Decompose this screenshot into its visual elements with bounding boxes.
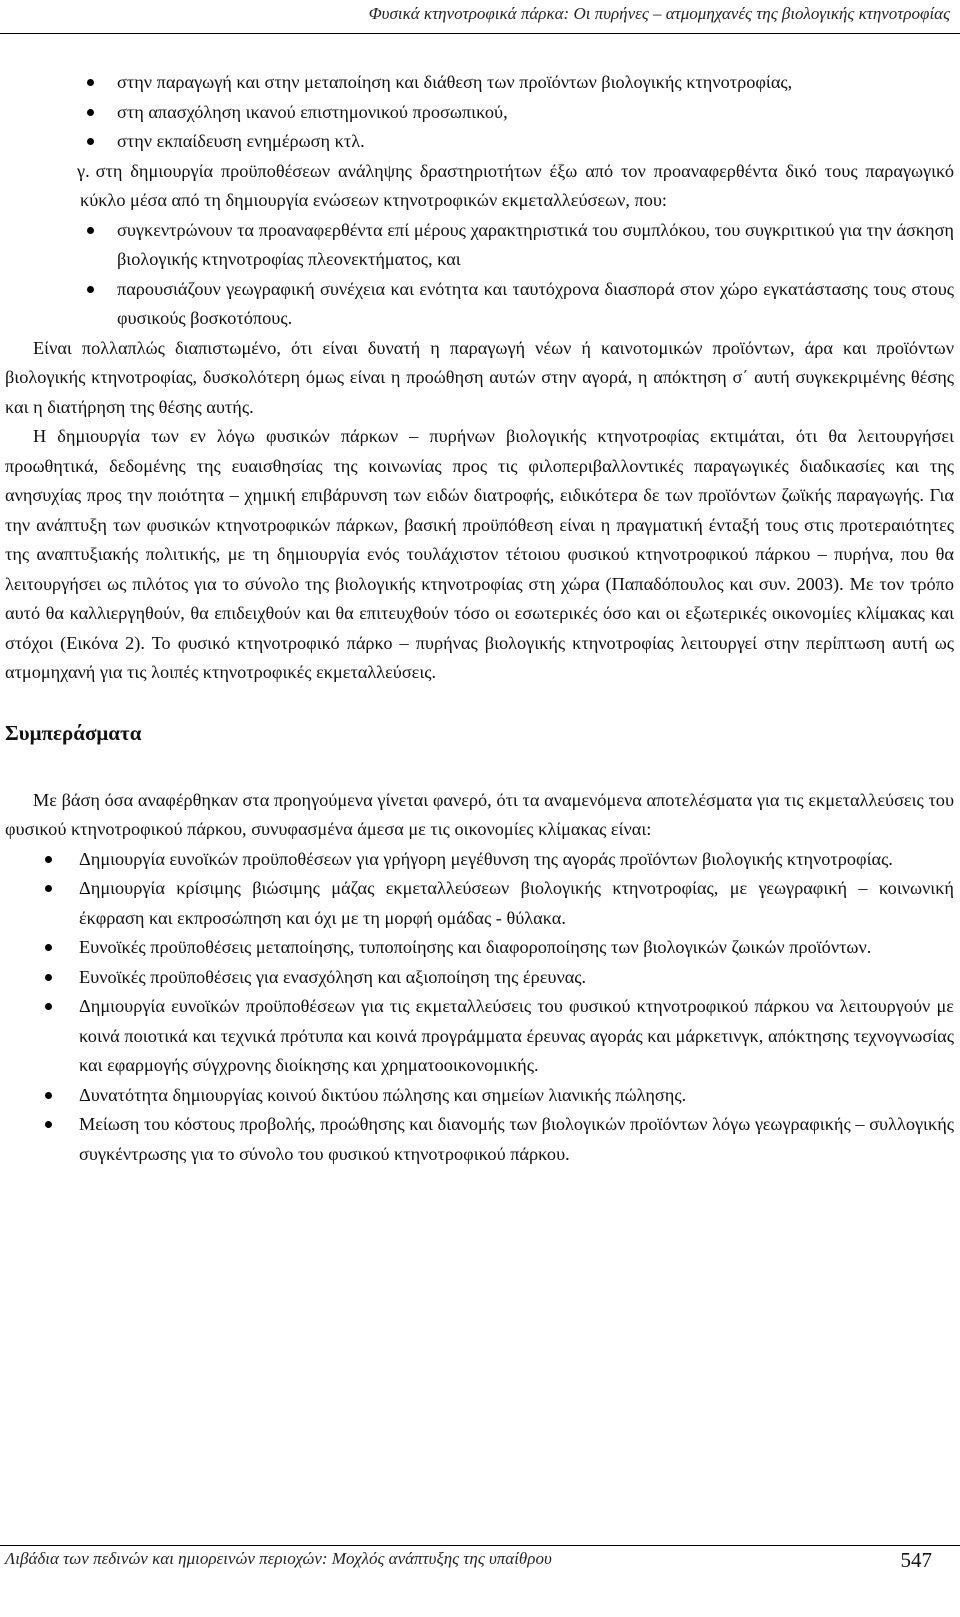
gamma-text: στη δημιουργία προϋποθέσεων ανάληψης δραστηριοτήτων έξω από τον προαναφερθέντα δικό τους παραγωγικό κύκλο μέσα από τη δημιουργία ενώσεων κτηνοτροφικών εκμεταλλεύσεων, που: [80, 160, 954, 210]
body-text [5, 68, 954, 1169]
list-item: στην παραγωγή και στην μεταποίηση και διάθεση των προϊόντων βιολογικής κτηνοτροφίας, [117, 68, 954, 98]
list-item: στη απασχόληση ικανού επιστημονικού προσωπικού, [117, 98, 954, 128]
conclusions-bullet-list [5, 845, 954, 1170]
list-item: Ευνοϊκές προϋποθέσεις μεταποίησης, τυποποίησης και διαφοροποίησης των βιολογικών ζωικών προϊόντων. [79, 933, 954, 963]
paragraph: Είναι πολλαπλώς διαπιστωμένο, ότι είναι δυνατή η παραγωγή νέων ή καινοτομικών προϊόντων, άρα και προϊόντων βιολογικής κτηνοτροφίας, δυσκολότερη όμως είναι η προώθηση αυτών στην αγορά, η απόκτηση σ΄ αυτή συγκεκριμένης θέσης και η διατήρηση της θέσης αυτής. [5, 337, 954, 417]
conclusions-intro: Με βάση όσα αναφέρθηκαν στα προηγούμενα γίνεται φανερό, ότι τα αναμενόμενα αποτελέσματα για τις εκμεταλλεύσεις του φυσικού κτηνοτροφικού πάρκου, συνυφασμένα άμεσα με τις οικονομίες κλίμακας είναι: [5, 789, 954, 839]
list-item: Δημιουργία κρίσιμης βιώσιμης μάζας εκμεταλλεύσεων βιολογικής κτηνοτροφίας, με γεωγραφική – κοινωνική έκφραση και εκπροσώπηση και όχι με τη μορφή ομάδας - θύλακα. [79, 874, 954, 933]
running-footer: Λιβάδια των πεδινών και ημιορεινών περιοχών: Μοχλός ανάπτυξης της υπαίθρου [5, 1549, 552, 1568]
list-item: Δυνατότητα δημιουργίας κοινού δικτύου πώλησης και σημείων λιανικής πώλησης. [79, 1081, 954, 1111]
page-number: 547 [900, 1548, 932, 1572]
gamma-item [5, 157, 954, 216]
paragraph: Η δημιουργία των εν λόγω φυσικών πάρκων – πυρήνων βιολογικής κτηνοτροφίας εκτιμάται, ότι θα λειτουργήσει προωθητικά, δεδομένης της ευαισθησίας της κοινωνίας προς τις φιλοπεριβαλλοντικές παραγωγικές διαδικασίες και της ανησυχίας προς την ποιότητα – χημική επιβάρυνση των ειδών διατροφής, ειδικότερα δε των προϊόντων ζωϊκής παραγωγής. Για την ανάπτυξη των φυσικών κτηνοτροφικών πάρκων, βασική προϋπόθεση είναι η πραγματική ένταξή τους στις προτεραιότητες της αναπτυξιακής πολιτικής, με τη δημιουργία ενός τουλάχιστον τέτοιου φυσικού κτηνοτροφικού πάρκου – πυρήνα, που θα λειτουργήσει ως πιλότος για το σύνολο της βιολογικής κτηνοτροφίας στη χώρα (Παπαδόπουλος και συν. 2003). Με τον τρόπο αυτό θα καλλιεργηθούν, θα επιδειχθούν και θα επιτευχθούν τόσο οι εσωτερικές όσο και οι εξωτερικές οικονομίες κλίμακας και στόχοι (Εικόνα 2). Το φυσικό κτηνοτροφικό πάρκο – πυρήνας βιολογικής κτηνοτροφίας λειτουργεί στην περίπτωση αυτή ως ατμομηχανή για τις λοιπές κτηνοτροφικές εκμεταλλεύσεις. [5, 426, 954, 682]
list-item: Ευνοϊκές προϋποθέσεις για ενασχόληση και αξιοποίηση της έρευνας. [79, 963, 954, 993]
list-item: Μείωση του κόστους προβολής, προώθησης και διανομής των βιολογικών προϊόντων λόγω γεωγραφικής – συλλογικής συγκέντρωσης για το σύνολο του φυσικού κτηνοτροφικού πάρκου. [79, 1110, 954, 1169]
list-item: Δημιουργία ευνοϊκών προϋποθέσεων για τις εκμεταλλεύσεις του φυσικού κτηνοτροφικού πάρκου να λειτουργούν με κοινά ποιοτικά και τεχνικά πρότυπα και κοινά προγράμματα έρευνας αγοράς και μάρκετινγκ, απόκτησης τεχνογνωσίας και εφαρμογής σύγχρονης διοίκησης και χρηματοοικονομικής. [79, 992, 954, 1081]
list-item: παρουσιάζουν γεωγραφική συνέχεια και ενότητα και ταυτόχρονα διασπορά στον χώρο εγκατάστασης τους στους φυσικούς βοσκοτόπους. [117, 275, 954, 334]
header-rule [0, 33, 960, 34]
running-header: Φυσικά κτηνοτροφικά πάρκα: Οι πυρήνες – ατμομηχανές της βιολογικής κτηνοτροφίας [368, 4, 950, 23]
section-heading: Συμπεράσματα [5, 720, 142, 745]
list-item: συγκεντρώνουν τα προαναφερθέντα επί μέρους χαρακτηριστικά του συμπλόκου, του συγκριτικού για την άσκηση βιολογικής κτηνοτροφίας πλεονεκτήματος, και [117, 216, 954, 275]
list-item: Δημιουργία ευνοϊκών προϋποθέσεων για γρήγορη μεγέθυνση της αγοράς προϊόντων βιολογικής κτηνοτροφίας. [79, 845, 954, 875]
list-item: στην εκπαίδευση ενημέρωση κτλ. [117, 127, 954, 157]
top-bullet-list [5, 68, 954, 157]
footer-rule [0, 1545, 960, 1546]
gamma-bullet-list [5, 216, 954, 334]
gamma-label: γ. [77, 160, 90, 181]
